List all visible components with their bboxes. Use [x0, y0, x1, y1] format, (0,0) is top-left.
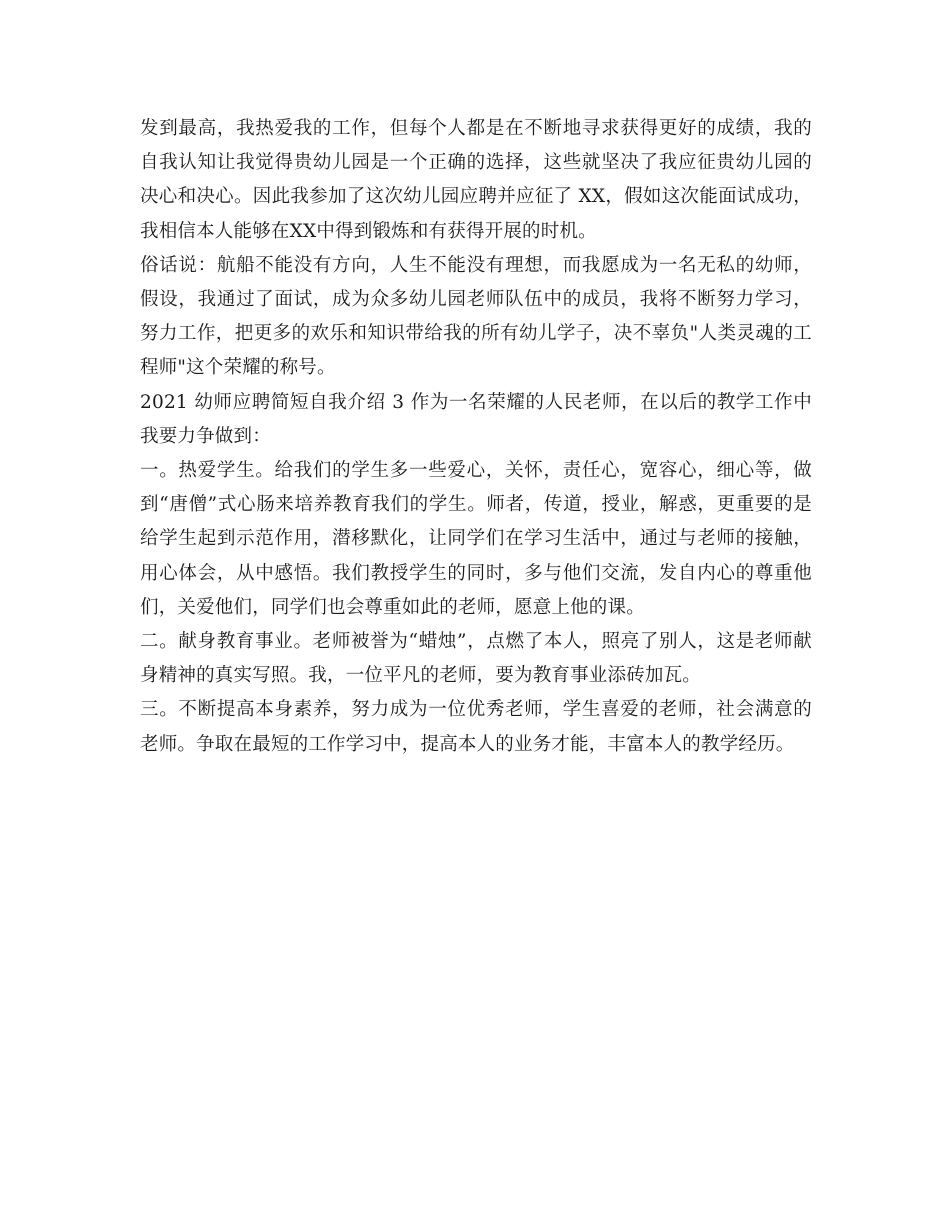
paragraph-2: 俗话说：航船不能没有方向，人生不能没有理想，而我愿成为一名无私的幼师，假设，我通过了面试，成为众多幼儿园老师队伍中的成员，我将不断努力学习，努力工作，把更多的欢乐和知识带给我的所有幼儿学子，决不辜负"人类灵魂的工程师"这个荣耀的称号。: [140, 254, 812, 379]
paragraph-1: 发到最高，我热爱我的工作，但每个人都是在不断地寻求获得更好的成绩，我的自我认知让我觉得贵幼儿园是一个正确的选择，这些就坚决了我应征贵幼儿园的决心和决心。因此我参加了这次幼儿园应聘并应征了 XX，假如这次能面试成功，我相信本人能够在XX中得到锻炼和有获得开展的时机。: [140, 118, 812, 242]
document-body: [140, 112, 812, 762]
paragraph-3: 2021 幼师应聘简短自我介绍 3 作为一名荣耀的人民老师，在以后的教学工作中我要力争做到：: [140, 391, 812, 447]
paragraph-4: 一。热爱学生。给我们的学生多一些爱心，关怀，责任心，宽容心，细心等，做到“唐僧”式心肠来培养教育我们的学生。师者，传道，授业，解惑，更重要的是给学生起到示范作用，潜移默化，让同学们在学习生活中，通过与老师的接触，用心体会，从中感悟。我们教授学生的同时，多与他们交流，发自内心的尊重他们，关爱他们，同学们也会尊重如此的老师，愿意上他的课。: [140, 460, 812, 618]
paragraph-5: 二。献身教育事业。老师被誉为“蜡烛”，点燃了本人，照亮了别人，这是老师献身精神的真实写照。我，一位平凡的老师，要为教育事业添砖加瓦。: [140, 631, 812, 687]
paragraph-6: 三。不断提高本身素养，努力成为一位优秀老师，学生喜爱的老师，社会满意的老师。争取在最短的工作学习中，提高本人的业务才能，丰富本人的教学经历。: [140, 699, 812, 755]
